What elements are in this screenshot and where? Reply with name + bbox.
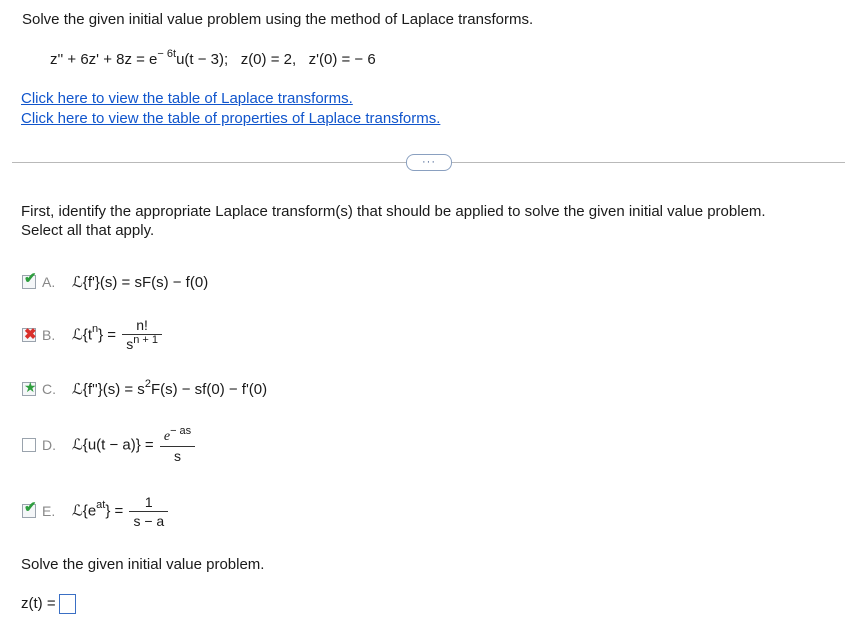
option-e-lhs-exponent: at — [96, 498, 106, 511]
option-b-denominator — [122, 335, 162, 355]
option-e-fraction — [129, 493, 168, 530]
option-c-letter: C. — [42, 381, 56, 397]
option-d-denominator: s — [174, 447, 182, 464]
initial-condition-2: z'(0) = − 6 — [308, 51, 376, 68]
option-c[interactable] — [22, 378, 267, 400]
final-prompt: Solve the given initial value problem. — [21, 556, 265, 573]
option-b-lhs-exponent: n — [91, 322, 99, 335]
option-e-lhs-close: } = — [105, 501, 124, 519]
option-b-numerator: n! — [136, 316, 148, 333]
answer-input[interactable] — [59, 594, 76, 614]
option-b[interactable] — [22, 318, 164, 352]
problem-instruction: Solve the given initial value problem using the method of Laplace transforms. — [22, 11, 534, 28]
option-d-numerator — [160, 426, 195, 446]
correct-check-icon: ✔ — [24, 499, 37, 516]
option-d[interactable] — [22, 424, 197, 464]
question-text: First, identify the appropriate Laplace transform(s) that should be applied to solve the given initial value problem. — [21, 203, 766, 220]
option-d-num-exponent: − as — [170, 424, 192, 437]
laplace-table-link[interactable]: Click here to view the table of Laplace transforms. — [21, 90, 353, 107]
option-e[interactable] — [22, 494, 170, 528]
option-d-fraction — [160, 426, 195, 465]
option-b-letter: B. — [42, 327, 56, 343]
option-b-checkbox[interactable] — [22, 328, 36, 342]
option-c-checkbox[interactable] — [22, 379, 37, 396]
incorrect-x-icon: ✖ — [24, 326, 37, 343]
initial-condition-1: z(0) = 2, — [240, 51, 297, 68]
correct-check-icon: ✔ — [24, 270, 37, 287]
option-c-lhs: ℒ{f''}(s) = s — [72, 381, 145, 398]
option-b-den-exponent: n + 1 — [133, 333, 158, 346]
option-c-rest: F(s) − sf(0) − f'(0) — [150, 381, 268, 398]
option-e-letter: E. — [42, 503, 56, 519]
equation-lhs: z'' + 6z' + 8z = e — [50, 51, 158, 68]
option-d-num-base: e — [163, 428, 171, 444]
option-e-denominator: s − a — [133, 512, 165, 529]
option-e-checkbox[interactable] — [22, 499, 37, 518]
equation-rhs: u(t − 3); — [176, 51, 229, 68]
option-b-lhs-close: } = — [98, 325, 117, 343]
option-d-lhs: ℒ{u(t − a)} = — [72, 435, 154, 453]
problem-equation — [50, 48, 376, 68]
option-b-lhs: ℒ{t — [72, 325, 92, 343]
missed-star-icon: ★ — [24, 379, 37, 395]
option-a[interactable] — [22, 271, 208, 293]
equation-exponent: − 6t — [157, 48, 177, 60]
option-b-expression — [72, 316, 164, 355]
answer-row — [21, 594, 76, 614]
option-a-checkbox[interactable] — [22, 270, 37, 289]
option-b-fraction — [122, 316, 162, 355]
option-d-checkbox[interactable] — [22, 438, 36, 452]
option-e-expression — [72, 493, 170, 530]
answer-label: z(t) = — [21, 594, 56, 612]
option-b-den-base: s — [126, 335, 134, 352]
option-c-expression — [72, 380, 267, 398]
option-e-numerator: 1 — [144, 493, 153, 510]
option-e-lhs: ℒ{e — [72, 501, 97, 519]
option-a-letter: A. — [42, 274, 56, 290]
question-subtext: Select all that apply. — [21, 222, 155, 239]
more-options-button[interactable]: ··· — [406, 154, 452, 171]
option-a-expression: ℒ{f'}(s) = sF(s) − f(0) — [72, 274, 209, 291]
option-c-exponent: 2 — [144, 378, 151, 390]
laplace-properties-link[interactable]: Click here to view the table of properties of Laplace transforms. — [21, 110, 441, 127]
option-d-expression — [72, 426, 197, 465]
option-d-letter: D. — [42, 437, 56, 453]
